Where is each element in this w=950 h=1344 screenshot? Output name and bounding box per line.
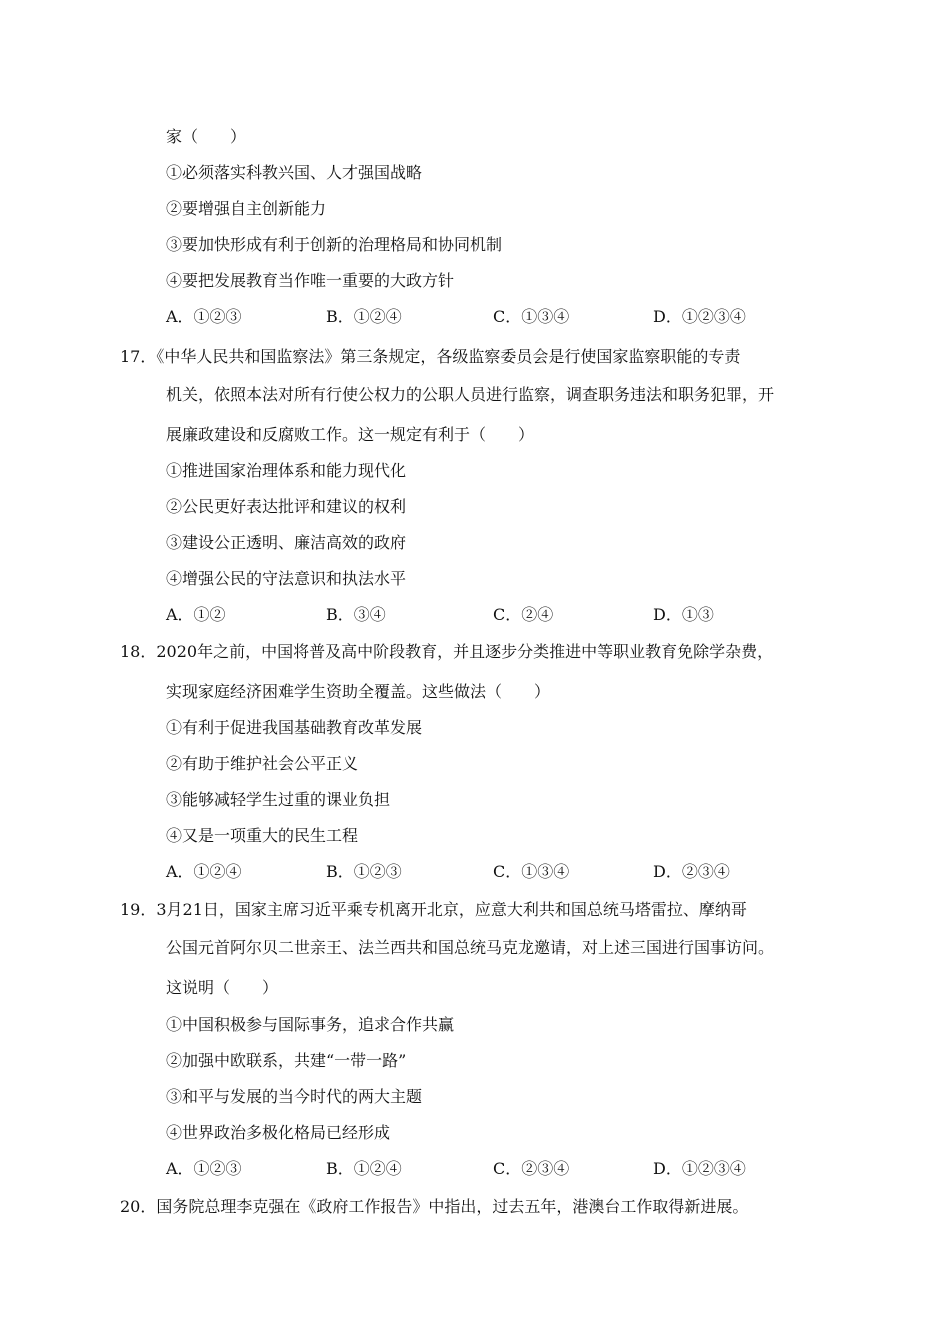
q20-stem-line-1: 20．国务院总理李克强在《政府工作报告》中指出，过去五年，港澳台工作取得新进展。 [120, 1197, 749, 1216]
q19-stem-line-3: 这说明（ ） [166, 978, 279, 997]
q16-item-1: ①必须落实科教兴国、人才强国战略 [166, 163, 423, 182]
q18-item-1: ①有利于促进我国基础教育改革发展 [166, 718, 423, 737]
q19-stem-line-2: 公国元首阿尔贝二世亲王、法兰西共和国总统马克龙邀请，对上述三国进行国事访问。 [166, 938, 775, 957]
q19-item-3: ③和平与发展的当今时代的两大主题 [166, 1087, 423, 1106]
q16-option-a: A．①②③ [166, 307, 242, 326]
q18-option-c: C．①③④ [493, 862, 570, 881]
q17-option-d: D．①③ [653, 605, 714, 624]
q18-option-d: D．②③④ [653, 862, 730, 881]
q16-option-b: B．①②④ [326, 307, 402, 326]
q19-option-b: B．①②④ [326, 1159, 402, 1178]
q18-option-a: A．①②④ [166, 862, 242, 881]
q16-option-d: D．①②③④ [653, 307, 746, 326]
q17-item-1: ①推进国家治理体系和能力现代化 [166, 461, 407, 480]
q19-option-a: A．①②③ [166, 1159, 242, 1178]
q17-option-b: B．③④ [326, 605, 386, 624]
q19-item-4: ④世界政治多极化格局已经形成 [166, 1123, 391, 1142]
q17-item-4: ④增强公民的守法意识和执法水平 [166, 569, 407, 588]
q18-stem-line-1: 18．2020年之前，中国将普及高中阶段教育，并且逐步分类推进中等职业教育免除学杂费， [120, 642, 774, 661]
q16-options [166, 307, 846, 327]
q18-option-b: B．①②③ [326, 862, 402, 881]
q18-item-4: ④又是一项重大的民生工程 [166, 826, 359, 845]
q17-option-a: A．①② [166, 605, 226, 624]
q19-item-1: ①中国积极参与国际事务，追求合作共赢 [166, 1015, 455, 1034]
q17-item-2: ②公民更好表达批评和建议的权利 [166, 497, 407, 516]
q18-item-2: ②有助于维护社会公平正义 [166, 754, 359, 773]
q17-option-c: C．②④ [493, 605, 554, 624]
q17-stem-line-1: 17．《中华人民共和国监察法》第三条规定，各级监察委员会是行使国家监察职能的专责 [120, 347, 741, 366]
q17-stem-line-2: 机关，依照本法对所有行使公权力的公职人员进行监察，调查职务违法和职务犯罪，开 [166, 385, 775, 404]
q17-item-3: ③建设公正透明、廉洁高效的政府 [166, 533, 407, 552]
q17-stem-line-3: 展廉政建设和反腐败工作。这一规定有利于（ ） [166, 425, 535, 444]
q16-item-2: ②要增强自主创新能力 [166, 199, 327, 218]
q16-item-3: ③要加快形成有利于创新的治理格局和协同机制 [166, 235, 503, 254]
q18-item-3: ③能够减轻学生过重的课业负担 [166, 790, 391, 809]
q18-options [166, 862, 846, 882]
q19-stem-line-1: 19．3月21日，国家主席习近平乘专机离开北京，应意大利共和国总统马塔雷拉、摩纳哥 [120, 900, 747, 919]
q18-stem-line-2: 实现家庭经济困难学生资助全覆盖。这些做法（ ） [166, 682, 551, 701]
q17-options [166, 605, 846, 625]
q16-item-4: ④要把发展教育当作唯一重要的大政方针 [166, 271, 455, 290]
q19-option-d: D．①②③④ [653, 1159, 746, 1178]
q19-item-2: ②加强中欧联系，共建“一带一路” [166, 1051, 407, 1070]
q19-options [166, 1159, 846, 1179]
q16-option-c: C．①③④ [493, 307, 570, 326]
q16-stem-tail: 家（ ） [166, 127, 247, 146]
q19-option-c: C．②③④ [493, 1159, 570, 1178]
